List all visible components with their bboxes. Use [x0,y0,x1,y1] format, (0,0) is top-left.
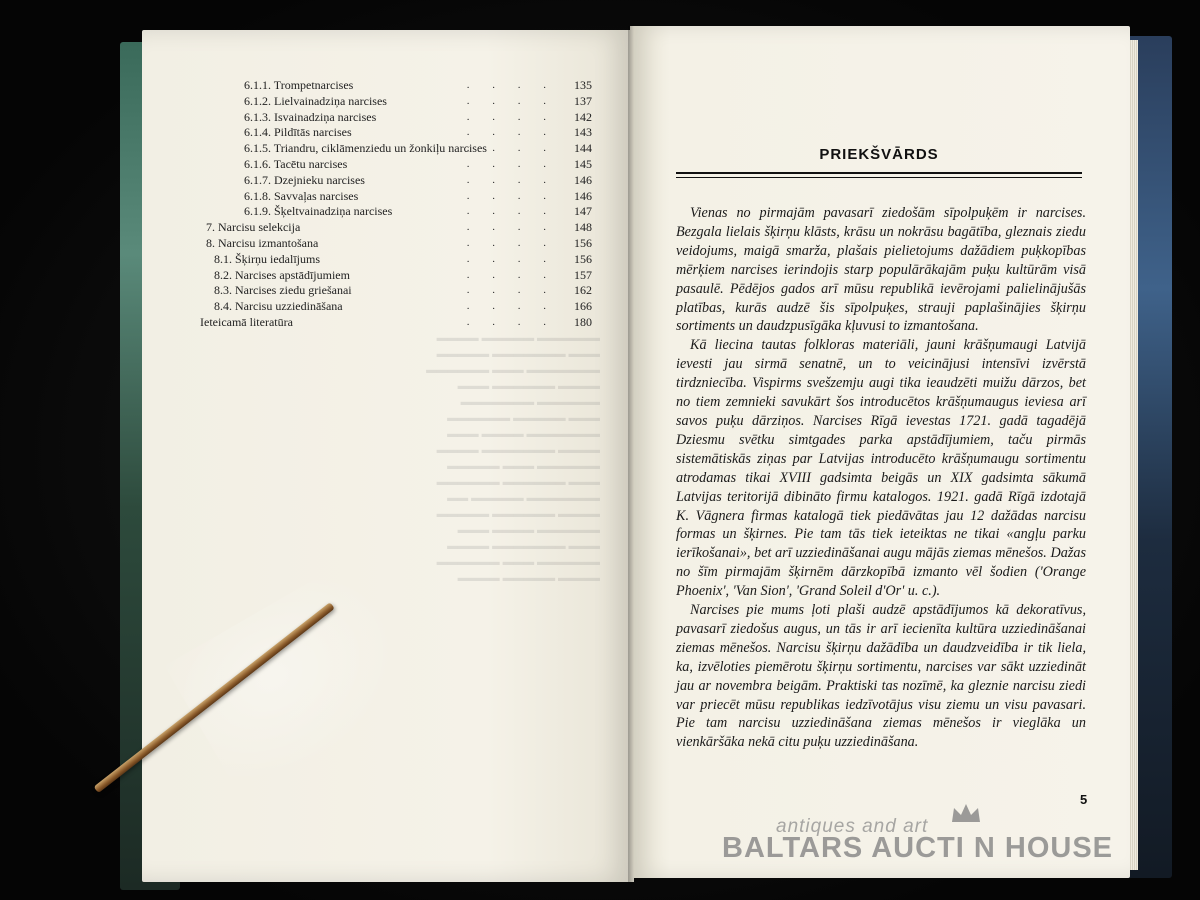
toc-entry [200,252,600,268]
toc-entry [200,125,600,141]
table-of-contents [200,78,600,331]
toc-entry-label: 8.3. Narcises ziedu griešanai [214,283,352,298]
toc-entry [200,220,600,236]
toc-leader-dots: . . . . [466,142,556,155]
toc-entry-label: 6.1.4. Pildītās narcises [244,125,352,140]
toc-entry-label: 6.1.3. Isvainadziņa narcises [244,109,377,124]
toc-entry-page: 145 [574,156,592,171]
toc-leader-dots: . . . . [466,300,556,313]
toc-entry-label: 6.1.1. Trompetnarcises [244,78,354,92]
heading-rule-thick [676,172,1082,174]
toc-leader-dots: . . . . [466,189,556,202]
toc-entry [200,94,600,110]
book-gutter [628,26,634,882]
toc-entry [200,110,600,126]
toc-entry-page: 146 [574,172,592,187]
toc-entry [200,173,600,189]
toc-leader-dots: . . . . [466,94,556,107]
paragraph: Vienas no pirmajām pavasarī ziedošām sīpolpuķēm ir narcises. Bezgala lielais šķirņu klāsts, krāsu un nokrāsu bagātība, gleznais ziedu veidojums, maigā smarža, plašais pielietojums dažādiem puķkopības mērķiem narcises ierindojis starp populārākajām puķu kultūrām visā pasaulē. Pēdējos gados arī mūsu republikā ievērojami palielinājušās platības, kurās audzē šis sīpolpuķes, strauji paplašinājies šķirņu sortiments un daudzpusīgāka kļuvusi to izmantošana. [676,205,1086,335]
toc-entry-label: 8.1. Šķirņu iedalījums [214,251,320,266]
toc-entry-page: 143 [574,125,592,140]
toc-entry-label: Ieteicamā literatūra [200,314,293,329]
toc-entry [200,268,600,284]
show-through-text: ▬▬▬▬▬▬ ▬▬▬▬▬ ▬▬▬▬ ▬▬▬ ▬▬▬▬▬▬▬ ▬▬▬▬▬ ▬▬▬▬▬▬▬ ▬▬▬ ▬▬▬▬▬▬ ▬▬▬▬ ▬▬▬▬▬▬ ▬▬▬ ▬▬▬▬▬▬ ▬▬▬▬▬▬▬ ▬▬▬ ▬▬▬▬▬ ▬▬▬▬▬▬ ▬▬▬▬▬▬▬ ▬▬▬▬ ▬▬▬ ▬▬▬▬ ▬▬▬▬▬▬▬ ▬▬▬▬ ▬▬▬▬▬▬ ▬▬▬ ▬▬▬▬▬ ▬▬▬ ▬▬▬▬▬▬ ▬▬▬▬▬▬ ▬▬▬▬▬▬▬ ▬▬▬▬▬ ▬▬ ▬▬▬▬ ▬▬▬▬▬▬ ▬▬▬▬▬ ▬▬▬▬▬▬ ▬▬▬▬ ▬▬▬ ▬▬▬ ▬▬▬▬▬▬▬ ▬▬▬▬ ▬▬▬▬▬▬ ▬▬▬ ▬▬▬▬▬▬ ▬▬▬▬ ▬▬▬▬▬ ▬▬▬▬ [426,332,600,584]
toc-entry-label: 6.1.8. Savvaļas narcises [244,188,359,203]
toc-entry-page: 147 [574,204,592,219]
toc-entry-label: 6.1.5. Triandru, ciklāmenziedu un žonkiļu narcises [244,141,487,156]
toc-entry [200,78,600,94]
toc-entry-page: 146 [574,188,592,203]
toc-entry [200,204,600,220]
toc-entry [200,236,600,252]
toc-entry [200,299,600,315]
toc-entry-page: 156 [574,235,592,250]
toc-entry-page: 156 [574,251,592,266]
crown-icon [950,802,982,826]
paragraph: Narcises pie mums ļoti plaši audzē apstādījumos kā dekoratīvus, pavasarī ziedošus augus, un tās ir arī iecienīta kultūra uzziedināšanai ziemas mēnešos. Narcisu šķirņu dažādība un daudzveidība ir tik liela, ka, izvēloties piemērotu šķirņu sortimentu, narcises var sākt uzziedināt jau ar novembra beigām. Praktiski tas nozīmē, ka gleznie narcisu ziedi var priecēt mūsu republikas iedzīvotājus visu ziemu un visu pavasari. Pie tam narcisu uzziedināšana ziemas mēnešos ir vieglāka un vienkāršāka nekā citu puķu uzziedināšana. [676,602,1086,751]
toc-leader-dots: . . . . [466,252,556,265]
toc-entry [200,283,600,299]
page-number: 5 [1080,792,1088,807]
toc-entry-label: 6.1.6. Tacētu narcises [244,156,348,171]
heading-rule-thin [676,177,1082,178]
toc-entry [200,141,600,157]
toc-entry [200,189,600,205]
paragraph: Kā liecina tautas folkloras materiāli, jauni krāšņumaugi Latvijā ievesti jau sirmā senatnē, un to veicinājusi intensīvi izvērstā tirdzniecība. Vispirms svešzemju augi tika ieaudzēti muižu dārzos, bet no tiem zemnieki savukārt šos introducētos krāšņumaugus ieviesa arī savos puķu dārziņos. Narcises Rīgā ievestas 1721. gadā tagadējā Dziesmu svētku simtgades parka apstādījumiem, taču pirmās sistemātiskās ziņas par Latvijas introducēto krāšņumaugu sortimentu atrodamas tikai XVIII gadsimta beigās un XIX gadsimta sākumā Latvijas teritorijā dibināto firmu katalogos. 1921. gadā Rīgā izdotajā K. Vāgnera firmas katalogā tiek piedāvātas jau 12 dažādas narcisu formas un šķirnes. Pie tam tās tiek ieteiktas ne tikai «angļu parku ierīkošanai», bet arī uzziedināšanai augu mājās ziemas mēnešos. Dažas no šīm pirmajām šķirnēm dārzkopībā izmanto vēl šodien ('Orange Phoenix', 'Van Sion', 'Grand Soleil d'Or' u. c.). [676,337,1086,600]
toc-entry-page: 148 [574,220,592,235]
toc-entry-page: 144 [574,141,592,156]
toc-leader-dots: . . . . [466,268,556,281]
toc-leader-dots: . . . . [466,110,556,123]
toc-leader-dots: . . . . [466,173,556,186]
toc-leader-dots: . . . . [466,126,556,139]
toc-entry-label: 6.1.9. Šķeltvainadziņa narcises [244,204,393,219]
toc-leader-dots: . . . . [466,315,556,328]
toc-entry [200,315,600,331]
page-heading: PRIEKŠVĀRDS [819,146,939,163]
toc-leader-dots: . . . . [466,157,556,170]
toc-leader-dots: . . . . [466,79,556,91]
toc-leader-dots: . . . . [466,284,556,297]
foreword-body [676,204,1086,752]
toc-entry-label: 8.4. Narcisu uzziedināšana [214,299,343,314]
toc-entry-page: 157 [574,267,592,282]
toc-leader-dots: . . . . [466,205,556,218]
toc-leader-dots: . . . . [466,221,556,234]
toc-entry-label: 8.2. Narcises apstādījumiem [214,267,350,282]
watermark-tagline: antiques and art [776,816,929,837]
toc-entry-label: 8. Narcisu izmantošana [206,235,319,250]
toc-entry-label: 7. Narcisu selekcija [206,220,301,235]
toc-entry [200,157,600,173]
toc-entry-page: 135 [574,78,592,92]
toc-entry-page: 162 [574,283,592,298]
toc-entry-page: 180 [574,314,592,329]
toc-entry-label: 6.1.7. Dzejnieku narcises [244,172,365,187]
watermark-name: BALTARS AUCTI N HOUSE [722,832,1114,864]
toc-entry-page: 137 [574,93,592,108]
toc-entry-page: 142 [574,109,592,124]
toc-entry-page: 166 [574,299,592,314]
toc-entry-label: 6.1.2. Lielvainadziņa narcises [244,93,387,108]
toc-leader-dots: . . . . [466,236,556,249]
